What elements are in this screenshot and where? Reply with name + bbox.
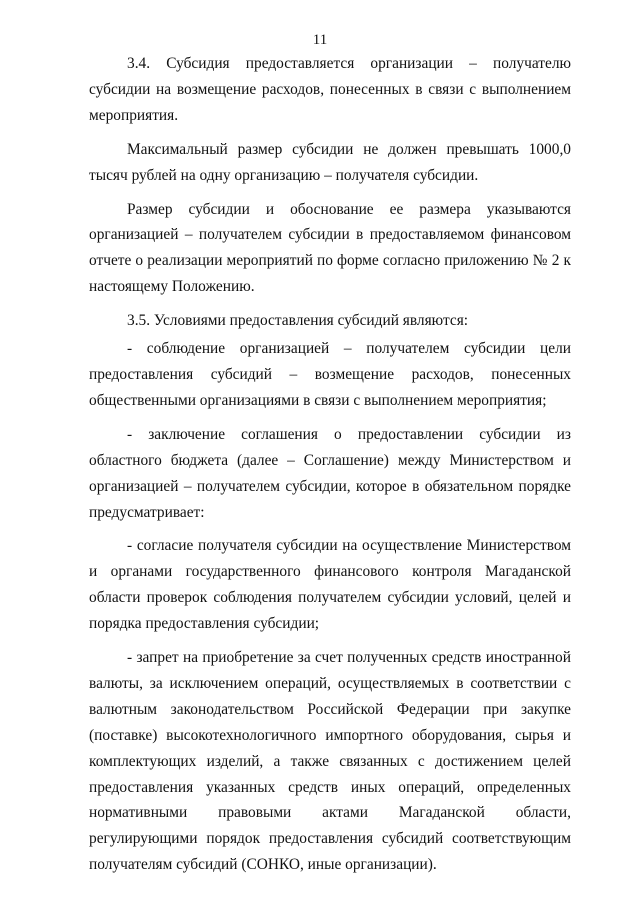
page-number: 11 — [312, 32, 328, 48]
paragraph-3-5: 3.5. Условиями предоставления субсидий являются: — [127, 312, 469, 330]
list-item-compliance: - соблюдение организацией – получателем субсидии цели предоставления субсидий – возмещение расходов, понесенных общественными организациями в связи с выполнением мероприятия; — [89, 340, 571, 409]
list-item-agreement: - заключение соглашения о предоставлении субсидии из областного бюджета (далее – Соглашение) между Министерством и организацией – получателем субсидии, которое в обязательном порядке предусматривает: — [89, 425, 571, 521]
paragraph-3-4: 3.4. Субсидия предоставляется организации – получателю субсидии на возмещение расходов, понесенных в связи с выполнением мероприятия. — [89, 55, 571, 124]
document-body — [89, 51, 571, 880]
list-item-consent: - согласие получателя субсидии на осуществление Министерством и органами государственного финансового контроля Магаданской области проверок соблюдения получателем субсидии условий, целей и порядка предоставления субсидии; — [89, 537, 571, 633]
list-item-currency-ban: - запрет на приобретение за счет полученных средств иностранной валюты, за исключением операций, осуществляемых в соответствии с валютным законодательством Российской Федерации при закупке (поставке) высокотехнологичного импортного оборудования, сырья и комплектующих изделий, а также связанных с достижением целей предоставления указанных средств иных операций, определенных нормативными правовыми актами Магаданской области, регулирующими порядок предоставления субсидий соответствующим получателям субсидий (СОНКО, иные организации). — [89, 649, 571, 874]
paragraph-max-subsidy: Максимальный размер субсидии не должен превышать 1000,0 тысяч рублей на одну организацию – получателя субсидии. — [89, 140, 571, 184]
paragraph-subsidy-size: Размер субсидии и обоснование ее размера указываются организацией – получателем субсидии в предоставляемом финансовом отчете о реализации мероприятий по форме согласно приложению № 2 к настоящему Положению. — [89, 200, 571, 296]
